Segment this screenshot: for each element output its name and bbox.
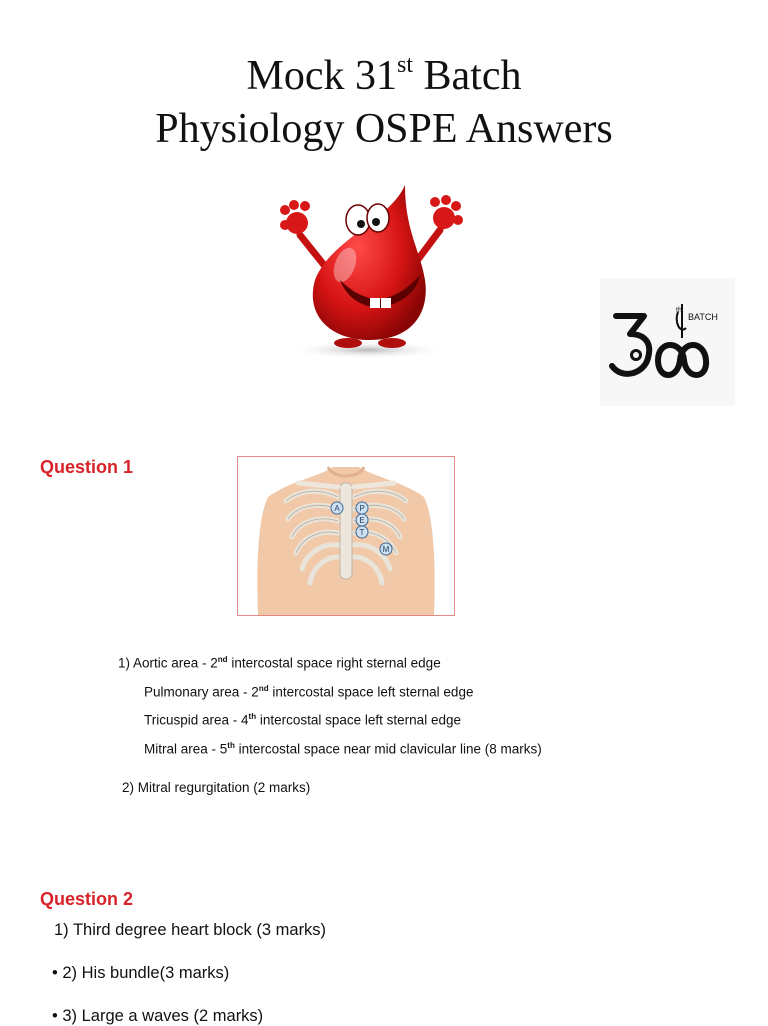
answer-text: intercostal space right sternal edge <box>227 655 441 671</box>
answer-sup: th <box>248 712 257 721</box>
q1-answer-pulmonary <box>144 684 473 700</box>
answer-sup: th <box>227 741 235 750</box>
chest-auscultation-figure <box>237 456 455 616</box>
q2-answer-3: • 3) Large a waves (2 marks) <box>52 1007 264 1025</box>
answer-text: intercostal space near mid clavicular line (8 marks) <box>234 741 542 757</box>
answer-sup: nd <box>258 684 269 693</box>
question1-heading: Question 1 <box>40 457 134 477</box>
page-title-line2: Physiology OSPE Answers <box>155 106 613 152</box>
answer-sup: nd <box>217 655 228 664</box>
stethoscope-logo-icon <box>600 278 735 406</box>
answer-text: intercostal space left sternal edge <box>268 684 474 700</box>
marker-pulmonary: P <box>359 504 365 513</box>
question2-heading: Question 2 <box>40 889 134 909</box>
answer-text: 1) Aortic area - 2 <box>118 655 218 671</box>
logo-sup: th <box>676 307 682 314</box>
marker-aortic: A <box>334 504 340 513</box>
page-title-line1 <box>0 52 768 99</box>
title-prefix: Mock 31 <box>246 53 397 99</box>
marker-erb: E <box>359 516 365 525</box>
answer-text: Pulmonary area - 2 <box>144 684 259 700</box>
marker-mitral: M <box>382 545 390 554</box>
logo-text: BATCH <box>688 312 718 322</box>
q1-answer-mitral <box>144 741 542 757</box>
q2-answer-1: 1) Third degree heart block (3 marks) <box>54 921 327 939</box>
title-suffix: Batch <box>413 53 522 99</box>
answer-text: Mitral area - 5 <box>144 741 228 757</box>
batch-logo <box>600 278 735 406</box>
answer-text: intercostal space left sternal edge <box>256 712 461 728</box>
marker-tricuspid: T <box>359 528 365 537</box>
q1-answer-tricuspid <box>144 712 461 728</box>
q1-answer-2: 2) Mitral regurgitation (2 marks) <box>122 780 311 795</box>
q2-answer-2: • 2) His bundle(3 marks) <box>52 964 230 982</box>
blood-drop-mascot-icon <box>270 180 470 360</box>
answer-text: Tricuspid area - 4 <box>144 712 249 728</box>
q1-answer-aortic <box>118 655 441 671</box>
title-superscript: st <box>397 52 414 78</box>
